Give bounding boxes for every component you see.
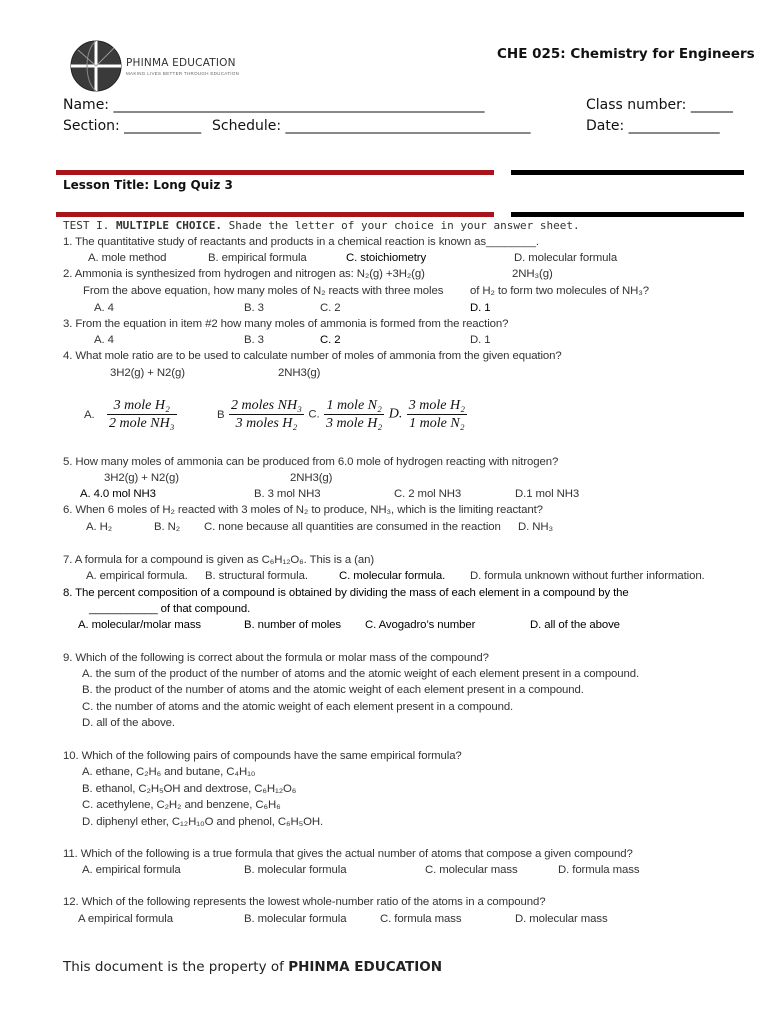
- q5-equation-left: 3H2(g) + N2(g): [104, 472, 179, 484]
- q7-option-a: A. empirical formula.: [86, 570, 188, 582]
- red-divider-top: [56, 170, 494, 175]
- name-field: Name: _____________________________________________________: [63, 97, 485, 113]
- logo: [70, 40, 122, 92]
- q1-option-b: B. empirical formula: [208, 252, 307, 264]
- q1-option-d: D. molecular formula: [514, 252, 618, 264]
- q4-option-d-denominator: 1 mole N₂: [409, 416, 465, 431]
- q2-option-a: A. 4: [94, 302, 114, 314]
- q4-equation-right: 2NH3(g): [278, 367, 321, 379]
- q3-option-b: B. 3: [244, 334, 264, 346]
- q6-option-b: B. N₂: [154, 521, 181, 533]
- q4-option-a-denominator: 2 mole NH₃: [109, 416, 175, 431]
- q2-subquestion: From the above equation, how many moles of N₂ reacts with three moles: [83, 285, 444, 297]
- q11-option-c: C. molecular mass: [425, 864, 518, 876]
- logo-globe-icon: [70, 40, 122, 92]
- q9-option-a: A. the sum of the product of the number of atoms and the atomic weight of each element present in a compound.: [82, 668, 640, 680]
- q4-option-c-numerator: 1 mole N₂: [324, 397, 384, 415]
- q4-option-c-fraction: [324, 397, 384, 432]
- q4-option-c-letter: C.: [308, 408, 320, 421]
- lesson-title: Lesson Title: Long Quiz 3: [63, 178, 233, 192]
- q4-equation-left: 3H2(g) + N2(g): [110, 367, 185, 379]
- q5-equation-right: 2NH3(g): [290, 472, 333, 484]
- class-number-field: Class number: ______: [586, 97, 733, 113]
- q2-option-b: B. 3: [244, 302, 264, 314]
- question-7: 7. A formula for a compound is given as C₆H₁₂O₆. This is a (an): [63, 554, 375, 566]
- q4-option-a-numerator: 3 mole H₂: [107, 397, 177, 415]
- q4-option-d-numerator: 3 mole H₂: [408, 398, 465, 413]
- question-3: 3. From the equation in item #2 how many moles of ammonia is formed from the reaction?: [63, 318, 509, 330]
- q8-option-c: C. Avogadro’s number: [365, 619, 476, 631]
- question-11: 11. Which of the following is a true formula that gives the actual number of atoms that compose a given compound?: [63, 848, 633, 860]
- q2-product: 2NH₃(g): [512, 268, 553, 280]
- q4-option-b-letter: B: [217, 408, 225, 421]
- q4-option-d-letter: D.: [388, 406, 403, 422]
- q8-option-a: A. molecular/molar mass: [78, 619, 202, 631]
- q10-option-b: B. ethanol, C₂H₅OH and dextrose, C₆H₁₂O₆: [82, 783, 297, 795]
- q4-option-b-denominator: 3 moles H₂: [235, 416, 298, 431]
- q5-option-d: D.1 mol NH3: [515, 488, 580, 500]
- q4-options: [84, 397, 467, 432]
- q1-option-c: C. stoichiometry: [346, 252, 427, 264]
- question-12: 12. Which of the following represents the lowest whole-number ratio of the atoms in a compound?: [63, 896, 546, 908]
- schedule-field: Schedule: ___________________________________: [212, 118, 531, 134]
- q9-option-d: D. all of the above.: [82, 717, 175, 729]
- q7-option-c: C. molecular formula.: [339, 570, 446, 582]
- footer: [63, 959, 442, 975]
- q4-option-b-fraction: [229, 397, 304, 432]
- question-4: 4. What mole ratio are to be used to calculate number of moles of ammonia from the given equation?: [63, 350, 562, 362]
- black-divider-top: [511, 170, 744, 175]
- q10-option-c: C. acethylene, C₂H₂ and benzene, C₆H₆: [82, 799, 281, 811]
- q11-option-a: A. empirical formula: [82, 864, 181, 876]
- q4-option-d-fraction: [407, 397, 467, 432]
- q3-option-a: A. 4: [94, 334, 114, 346]
- test-instruction: Shade the letter of your choice in your answer sheet.: [228, 219, 580, 232]
- question-8-cont: ___________ of that compound.: [89, 603, 251, 615]
- question-2: 2. Ammonia is synthesized from hydrogen and nitrogen as: N₂(g) +3H₂(g): [63, 268, 425, 280]
- section-field: Section: ___________: [63, 118, 202, 134]
- black-divider-bottom: [511, 212, 744, 217]
- q5-option-b: B. 3 mol NH3: [254, 488, 321, 500]
- q5-option-c: C. 2 mol NH3: [394, 488, 462, 500]
- date-field: Date: _____________: [586, 118, 720, 134]
- q3-option-d: D. 1: [470, 334, 491, 346]
- q9-option-c: C. the number of atoms and the atomic weight of each element present in a compound.: [82, 701, 514, 713]
- course-title: CHE 025: Chemistry for Engineers: [497, 46, 755, 62]
- q4-option-a-letter: A.: [84, 408, 95, 421]
- q10-option-d: D. diphenyl ether, C₁₂H₁₀O and phenol, C₆H₅OH.: [82, 816, 324, 828]
- q12-option-d: D. molecular mass: [515, 913, 608, 925]
- question-6: 6. When 6 moles of H₂ reacted with 3 moles of N₂ to produce, NH₃, which is the limiting reactant?: [63, 504, 543, 516]
- footer-prefix: This document is the property of: [63, 959, 284, 975]
- org-name: PHINMA EDUCATION: [126, 57, 236, 69]
- question-1: 1. The quantitative study of reactants and products in a chemical reaction is known as________.: [63, 236, 539, 248]
- red-divider-bottom: [56, 212, 494, 217]
- q11-option-b: B. molecular formula: [244, 864, 347, 876]
- q12-option-a: A empirical formula: [78, 913, 173, 925]
- question-10: 10. Which of the following pairs of compounds have the same empirical formula?: [63, 750, 462, 762]
- q1-option-a: A. mole method: [88, 252, 167, 264]
- q10-option-a: A. ethane, C₂H₆ and butane, C₄H₁₀: [82, 766, 256, 778]
- q6-option-d: D. NH₃: [518, 521, 554, 533]
- q3-option-c: C. 2: [320, 334, 341, 346]
- q8-option-b: B. number of moles: [244, 619, 341, 631]
- q2-option-c: C. 2: [320, 302, 341, 314]
- q7-option-b: B. structural formula.: [205, 570, 308, 582]
- q4-option-c-denominator: 3 mole H₂: [326, 416, 383, 431]
- q6-option-c: C. none because all quantities are consumed in the reaction: [204, 521, 501, 533]
- q11-option-d: D. formula mass: [558, 864, 640, 876]
- q8-option-d: D. all of the above: [530, 619, 620, 631]
- test-type: MULTIPLE CHOICE.: [115, 219, 222, 232]
- q9-option-b: B. the product of the number of atoms and the atomic weight of each element present in a compound.: [82, 684, 584, 696]
- org-tagline: MAKING LIVES BETTER THROUGH EDUCATION: [126, 71, 240, 76]
- q5-option-a: A. 4.0 mol NH3: [80, 488, 156, 500]
- q2-subquestion-cont: of H₂ to form two molecules of NH₃?: [470, 285, 650, 297]
- question-8: 8. The percent composition of a compound is obtained by dividing the mass of each element in a compound by the: [63, 587, 629, 599]
- question-5: 5. How many moles of ammonia can be produced from 6.0 mole of hydrogen reacting with nitrogen?: [63, 456, 559, 468]
- q7-option-d: D. formula unknown without further information.: [470, 570, 705, 582]
- q4-option-a-fraction: [107, 397, 177, 432]
- test-heading: [63, 219, 580, 232]
- footer-owner: PHINMA EDUCATION: [288, 959, 443, 975]
- q12-option-b: B. molecular formula: [244, 913, 347, 925]
- q6-option-a: A. H₂: [86, 521, 113, 533]
- q2-option-d: D. 1: [470, 302, 491, 314]
- question-9: 9. Which of the following is correct about the formula or molar mass of the compound?: [63, 652, 489, 664]
- q12-option-c: C. formula mass: [380, 913, 462, 925]
- test-label: TEST I.: [63, 219, 110, 232]
- q4-option-b-numerator: 2 moles NH₃: [230, 398, 302, 413]
